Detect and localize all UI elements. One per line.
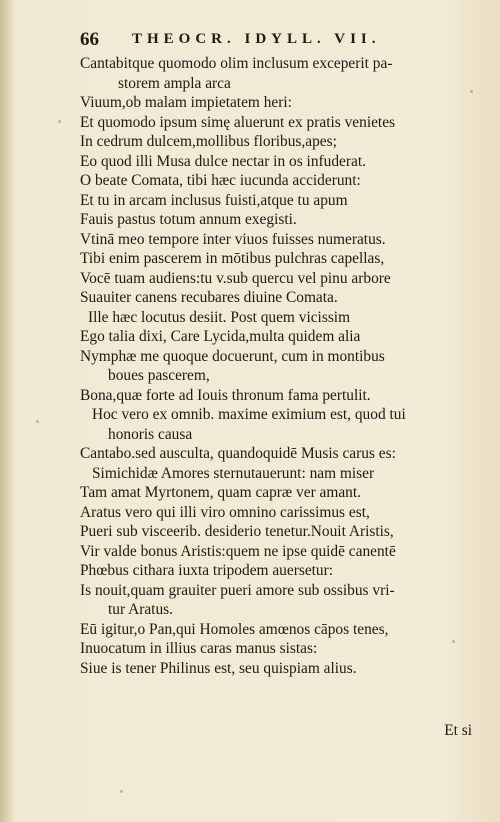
text-line: Bona,quæ forte ad Iouis thronum fama pertulit. xyxy=(80,386,371,404)
binding-shadow xyxy=(0,0,14,822)
text-line: tur Aratus. xyxy=(108,601,173,618)
text-line: boues pascerem, xyxy=(108,367,210,384)
text-line: Vocē tuam audiens:tu v.sub quercu vel pinu arbore xyxy=(80,269,391,287)
text-line: Tam amat Myrtonem, quam capræ ver amant. xyxy=(80,484,361,501)
text-line: Phœbus cithara iuxta tripodem auersetur: xyxy=(80,562,334,579)
catchword: Et si xyxy=(444,722,472,739)
paper-speck xyxy=(36,420,39,423)
text-line: Tibi enim pascerem in mōtibus pulchras capellas, xyxy=(80,250,385,267)
text-line: Pueri sub visceerib. desiderio tenetur.Nouit Aristis, xyxy=(80,523,394,540)
text-line: Ille hæc locutus desiit. Post quem vicissim xyxy=(88,308,351,326)
text-line: Vir valde bonus Aristis:quem ne ipse quidē canentē xyxy=(80,542,396,560)
text-line: Inuocatum in illius caras manus sistas: xyxy=(80,640,318,657)
text-line: Et tu in arcam inclusus fuisti,atque tu apum xyxy=(80,191,348,209)
text-line: Hoc vero ex omnib. maxime eximium est, quod tui xyxy=(92,406,406,423)
paper-speck xyxy=(120,790,123,793)
running-head: THEOCR. IDYLL. VII. xyxy=(132,31,381,47)
text-line: Is nouit,quam grauiter pueri amore sub ossibus vri- xyxy=(80,581,395,599)
paper-speck xyxy=(470,90,473,93)
text-line: Viuum,ob malam impietatem heri: xyxy=(80,94,292,111)
paper-speck xyxy=(58,120,61,123)
text-line: Simichidæ Amores sternutauerunt: nam miser xyxy=(92,464,375,482)
text-line: Cantabo.sed ausculta, quandoquidē Musis carus es: xyxy=(80,445,396,462)
text-line: Et quomodo ipsum simę aluerunt ex pratis venietes xyxy=(80,113,396,131)
text-line: Eū igitur,o Pan,qui Homoles amœnos cāpos tenes, xyxy=(80,620,389,638)
text-line: Aratus vero qui illi viro omnino carissimus est, xyxy=(80,503,370,521)
text-line: storem ampla arca xyxy=(118,74,231,92)
text-line: honoris causa xyxy=(108,425,193,443)
text-line: Fauis pastus totum annum exegisti. xyxy=(80,211,297,228)
text-line: Vtinā meo tempore inter viuos fuisses numeratus. xyxy=(80,230,386,248)
page-number: 66 xyxy=(80,29,99,50)
text-line: O beate Comata, tibi hæc iucunda acciderunt: xyxy=(80,172,361,189)
text-line: Cantabitque quomodo olim inclusum exceperit pa- xyxy=(80,55,393,72)
text-line: Nymphæ me quoque docuerunt, cum in montibus xyxy=(80,347,385,365)
page-header xyxy=(80,29,480,53)
text-line: Suauiter canens recubares diuine Comata. xyxy=(80,289,338,306)
paper-speck xyxy=(452,640,455,643)
text-line: Siue is tener Philinus est, seu quispiam alius. xyxy=(80,659,357,677)
text-line: In cedrum dulcem,mollibus floribus,apes; xyxy=(80,133,337,150)
text-body xyxy=(80,54,490,678)
text-line: Ego talia dixi, Care Lycida,multa quidem alia xyxy=(80,328,361,345)
text-line: Eo quod illi Musa dulce nectar in os infuderat. xyxy=(80,152,366,170)
